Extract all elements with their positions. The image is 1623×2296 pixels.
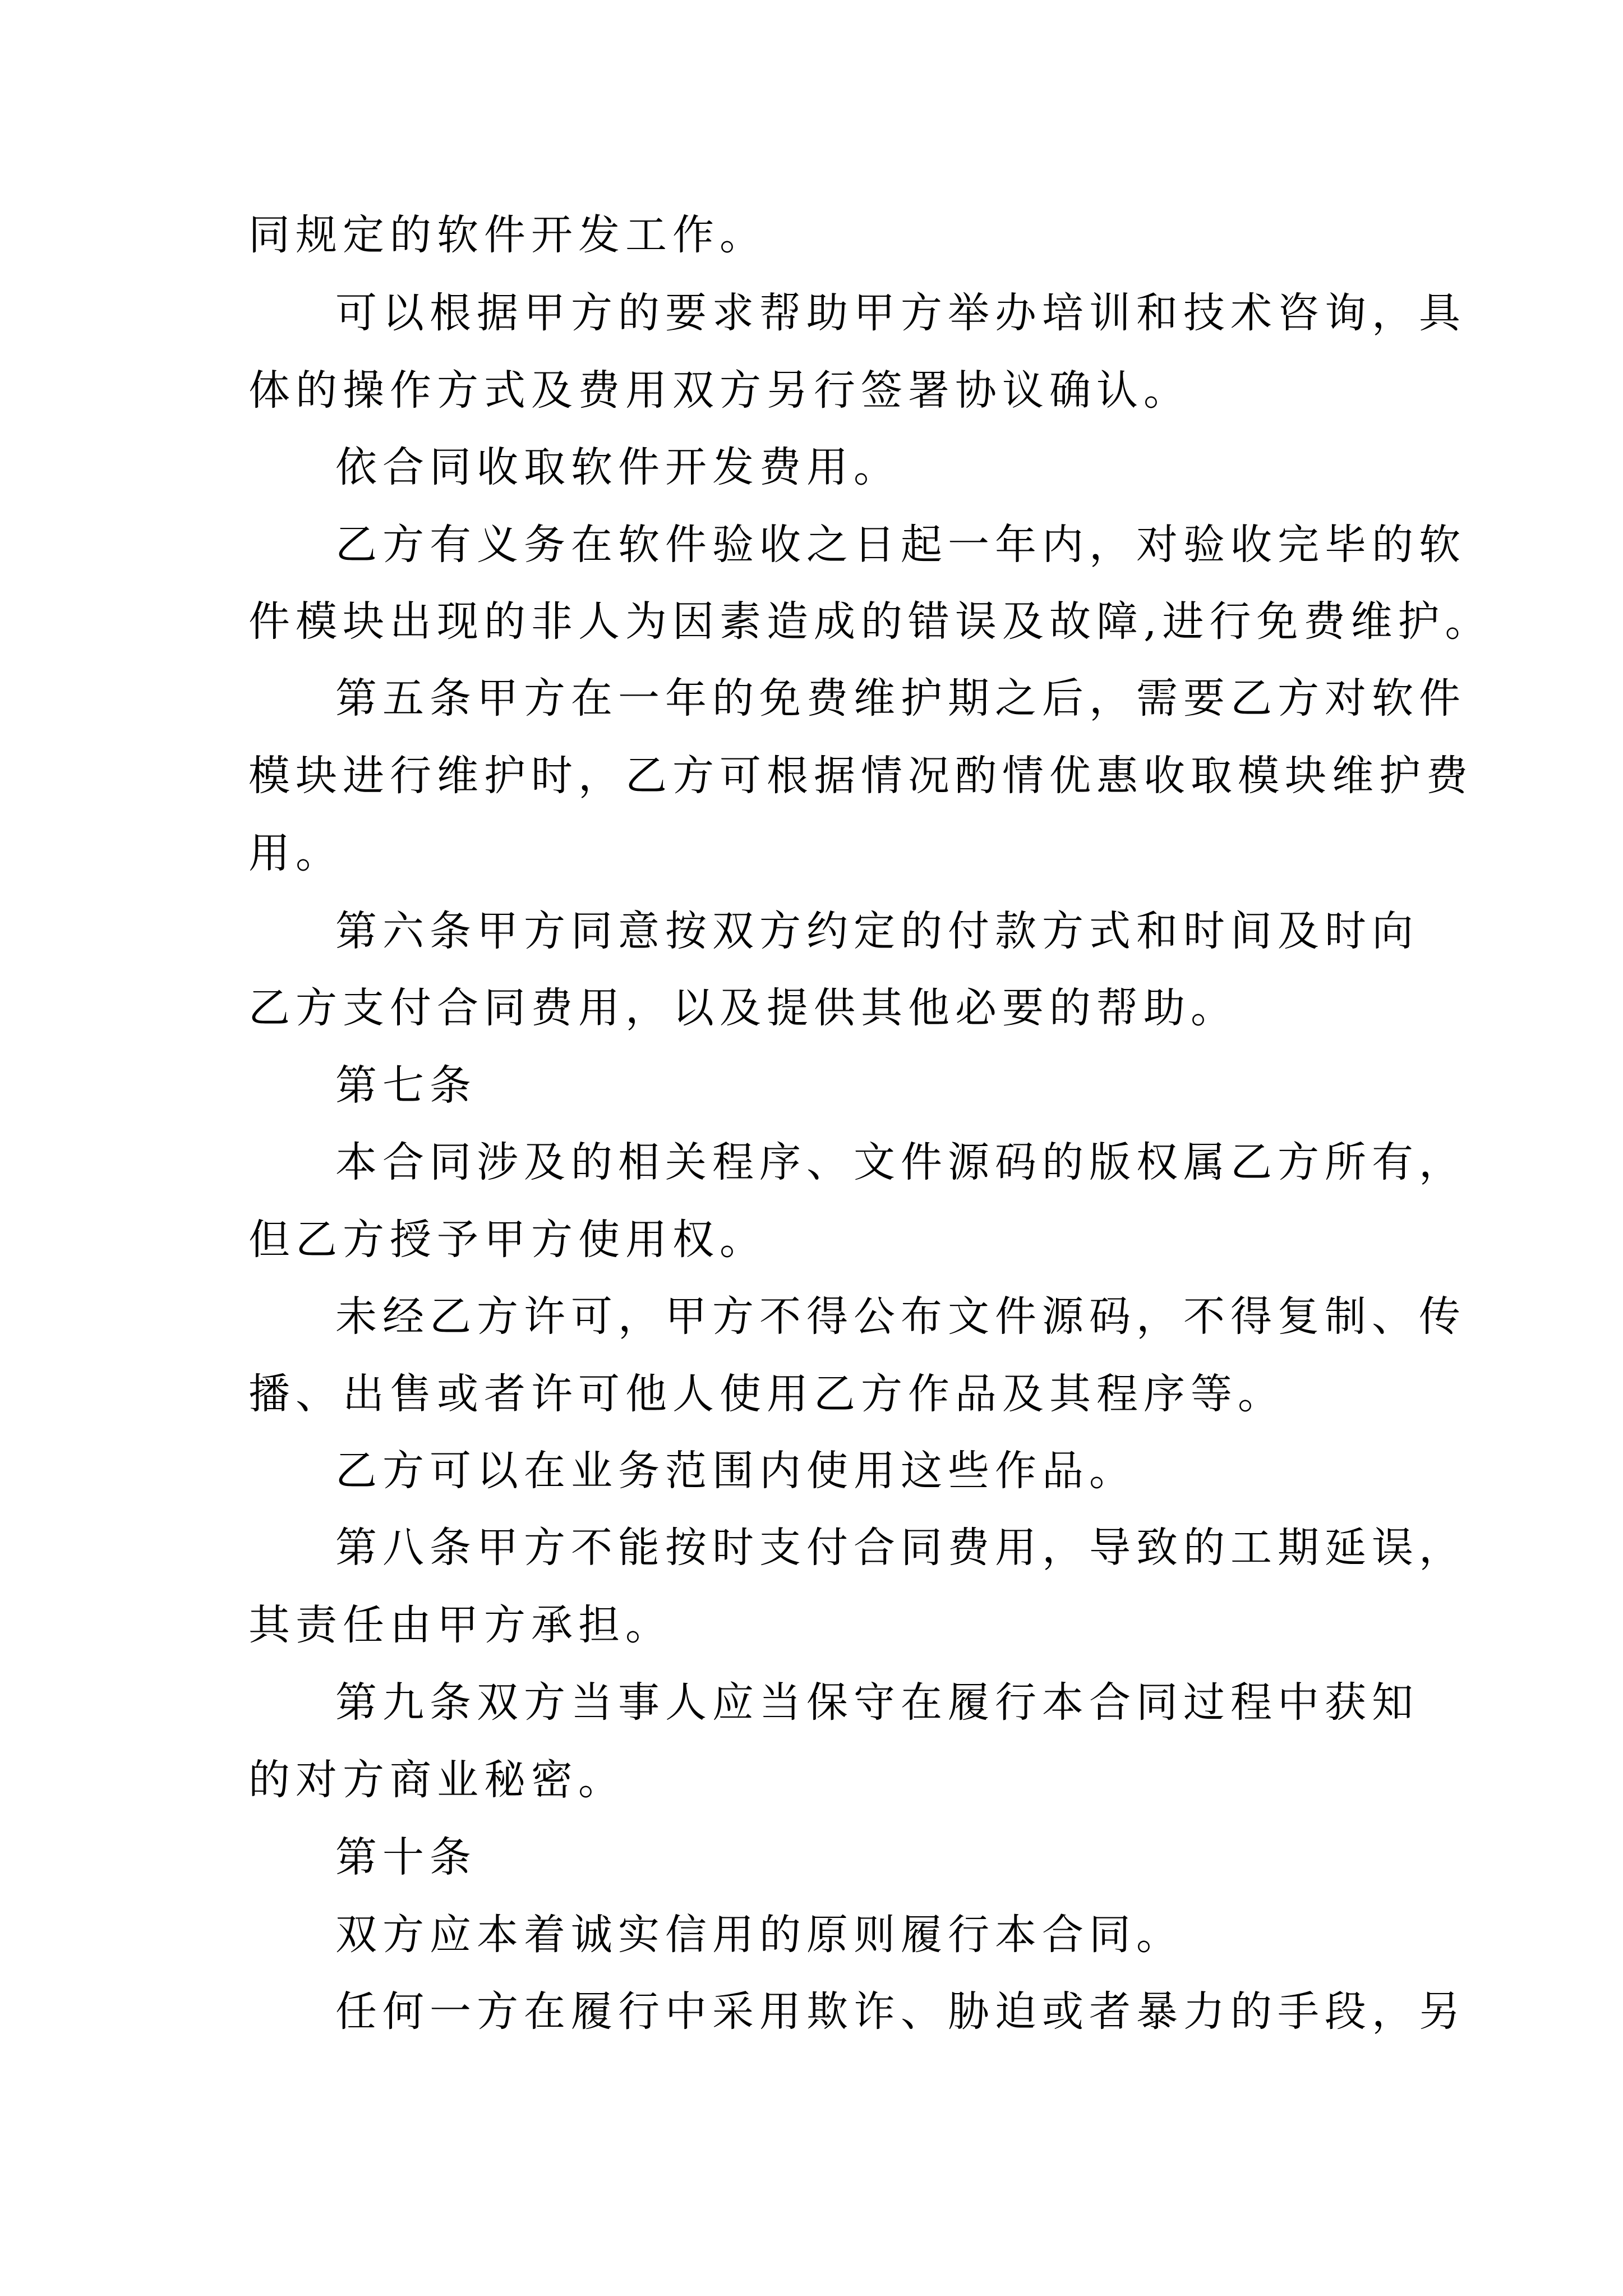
text-line: 同规定的软件开发工作。 (248, 211, 767, 259)
text-line: 但乙方授予甲方使用权。 (248, 1216, 767, 1264)
text-line: 依合同收取软件开发费用。 (335, 443, 901, 491)
text-line: 未经乙方许可，甲方不得公布文件源码，不得复制、传 (335, 1292, 1466, 1341)
text-line: 件模块出现的非人为因素造成的错误及故障,进行免费维护。 (248, 597, 1492, 646)
text-line: 乙方有义务在软件验收之日起一年内，对验收完毕的软 (335, 521, 1466, 569)
text-line: 任何一方在履行中采用欺诈、胁迫或者暴力的手段，另 (335, 1987, 1466, 2036)
text-line: 第八条甲方不能按时支付合同费用，导致的工期延误， (335, 1524, 1466, 1572)
text-line: 模块进行维护时，乙方可根据情况酌情优惠收取模块维护费 (248, 752, 1473, 800)
text-line: 乙方可以在业务范围内使用这些作品。 (335, 1447, 1136, 1495)
text-line: 第五条甲方在一年的免费维护期之后，需要乙方对软件 (335, 674, 1466, 723)
text-line: 第七条 (335, 1061, 477, 1110)
text-line: 体的操作方式及费用双方另行签署协议确认。 (248, 366, 1191, 415)
text-line: 乙方支付合同费用，以及提供其他必要的帮助。 (248, 984, 1238, 1032)
text-line: 第九条双方当事人应当保守在履行本合同过程中获知 (335, 1678, 1419, 1727)
text-line: 的对方商业秘密。 (248, 1756, 625, 1804)
text-line: 播、出售或者许可他人使用乙方作品及其程序等。 (248, 1370, 1285, 1418)
text-line: 双方应本着诚实信用的原则履行本合同。 (335, 1911, 1183, 1959)
text-line: 本合同涉及的相关程序、文件源码的版权属乙方所有， (335, 1138, 1466, 1186)
text-line: 其责任由甲方承担。 (248, 1601, 672, 1649)
text-line: 用。 (248, 829, 343, 877)
text-line: 第六条甲方同意按双方约定的付款方式和时间及时向 (335, 907, 1419, 955)
text-line: 可以根据甲方的要求帮助甲方举办培训和技术咨询，具 (335, 289, 1466, 337)
text-line: 第十条 (335, 1833, 477, 1881)
